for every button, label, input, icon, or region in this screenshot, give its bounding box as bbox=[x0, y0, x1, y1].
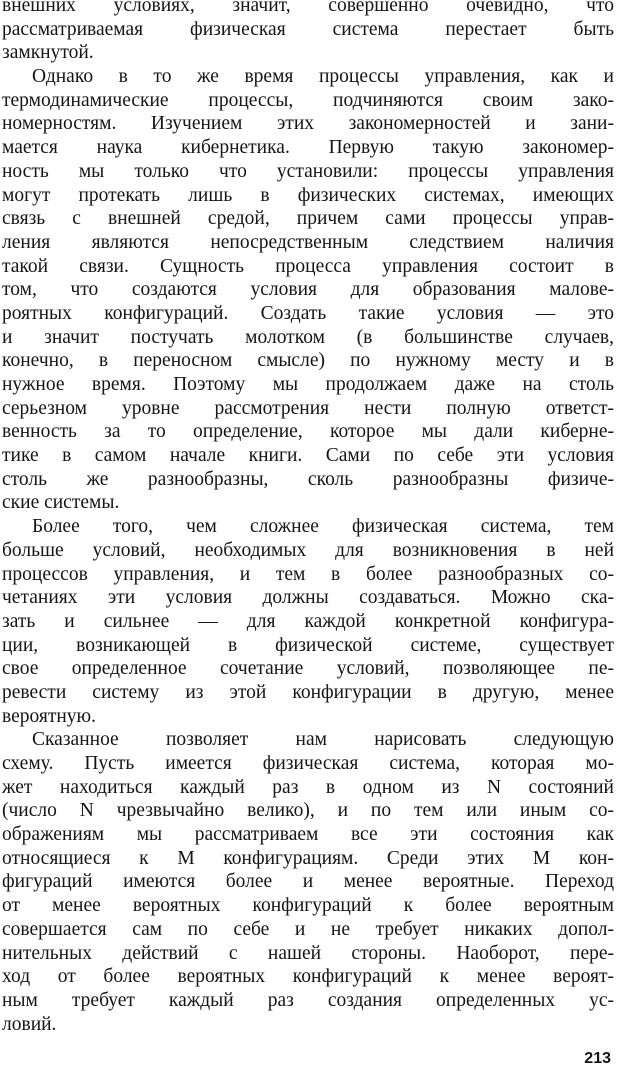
text-line: такой связи. Сущность процесса управления состоит в bbox=[2, 255, 614, 277]
text-line: ход от более вероятных конфигураций к менее вероят- bbox=[2, 966, 614, 988]
body-text bbox=[2, 0, 614, 1036]
text-line: зать и сильнее — для каждой конкретной конфигура- bbox=[2, 610, 614, 632]
text-line: номерностям. Изучением этих закономерностей и зани- bbox=[2, 113, 614, 135]
text-line: ские системы. bbox=[2, 492, 120, 514]
text-line: ловий. bbox=[2, 1013, 57, 1035]
text-line: ным требует каждый раз создания определенных ус- bbox=[2, 989, 614, 1011]
text-line: Более того, чем сложнее физическая система, тем bbox=[32, 516, 614, 538]
text-line: могут протекать лишь в физических системах, имеющих bbox=[2, 184, 614, 206]
text-line: вероятную. bbox=[2, 705, 96, 727]
text-line: серьезном уровне рассмотрения нести полную ответст- bbox=[2, 397, 614, 419]
text-line: Сказанное позволяет нам нарисовать следующую bbox=[32, 729, 614, 751]
text-line: мается наука кибернетика. Первую такую закономер- bbox=[2, 137, 614, 159]
text-line: том, что создаются условия для образования малове- bbox=[2, 279, 614, 301]
text-line: больше условий, необходимых для возникновения в ней bbox=[2, 539, 614, 561]
paragraph bbox=[2, 0, 614, 65]
text-line: совершается сам по себе и не требует никаких допол- bbox=[2, 918, 614, 940]
text-line: нужное время. Поэтому мы продолжаем даже на столь bbox=[2, 374, 614, 395]
text-line: замкнутой. bbox=[2, 42, 94, 64]
text-line: столь же разнообразны, сколь разнообразны физиче- bbox=[2, 468, 614, 490]
text-line: тике в самом начале книги. Сами по себе эти условия bbox=[2, 445, 614, 467]
paragraph bbox=[2, 728, 614, 1036]
paragraph bbox=[2, 515, 614, 728]
text-line: термодинамические процессы, подчиняются своим зако- bbox=[2, 89, 614, 111]
text-line: внешних условиях, значит, совершенно очевидно, что bbox=[2, 0, 614, 16]
text-line: ность мы только что установили: процессы управления bbox=[2, 160, 614, 182]
text-line: рассматриваемая физическая система перестает быть bbox=[2, 18, 614, 40]
text-line: ревести систему из этой конфигурации в другую, менее bbox=[2, 681, 614, 703]
text-line: ображениям мы рассматриваем все эти состояния как bbox=[2, 824, 614, 846]
text-line: конечно, в переносном смысле) по нужному месту и в bbox=[2, 350, 614, 372]
text-line: и значит постучать молотком (в большинстве случаев, bbox=[2, 326, 614, 348]
text-line: четаниях эти условия должны создаваться. Можно ска- bbox=[2, 587, 614, 609]
text-line: нительных действий с нашей стороны. Наоборот, пере- bbox=[2, 942, 614, 964]
text-line: схему. Пусть имеется физическая система, которая мо- bbox=[2, 753, 614, 774]
text-line: фигураций имеются более и менее вероятные. Переход bbox=[2, 871, 614, 893]
text-line: жет находиться каждый раз в одном из N состояний bbox=[2, 776, 614, 798]
text-line: (число N чрезвычайно велико), и по тем или иным со- bbox=[2, 800, 614, 822]
text-line: Однако в то же время процессы управления, как и bbox=[32, 66, 614, 88]
text-line: от менее вероятных конфигураций к более вероятным bbox=[2, 895, 614, 917]
text-line: ции, возникающей в физической системе, существует bbox=[2, 634, 614, 656]
text-line: связь с внешней средой, причем сами процессы управ- bbox=[2, 208, 614, 230]
text-line: ления являются непосредственным следствием наличия bbox=[2, 231, 614, 253]
page-number: 213 bbox=[584, 1050, 611, 1067]
text-line: роятных конфигураций. Создать такие условия — это bbox=[2, 302, 614, 324]
text-line: относящиеся к M конфигурациям. Среди этих M кон- bbox=[2, 847, 614, 869]
paragraph bbox=[2, 65, 614, 515]
text-line: венность за то определение, которое мы дали киберне- bbox=[2, 421, 614, 443]
text-line: свое определенное сочетание условий, позволяющее пе- bbox=[2, 658, 614, 680]
text-line: процессов управления, и тем в более разнообразных со- bbox=[2, 563, 614, 585]
